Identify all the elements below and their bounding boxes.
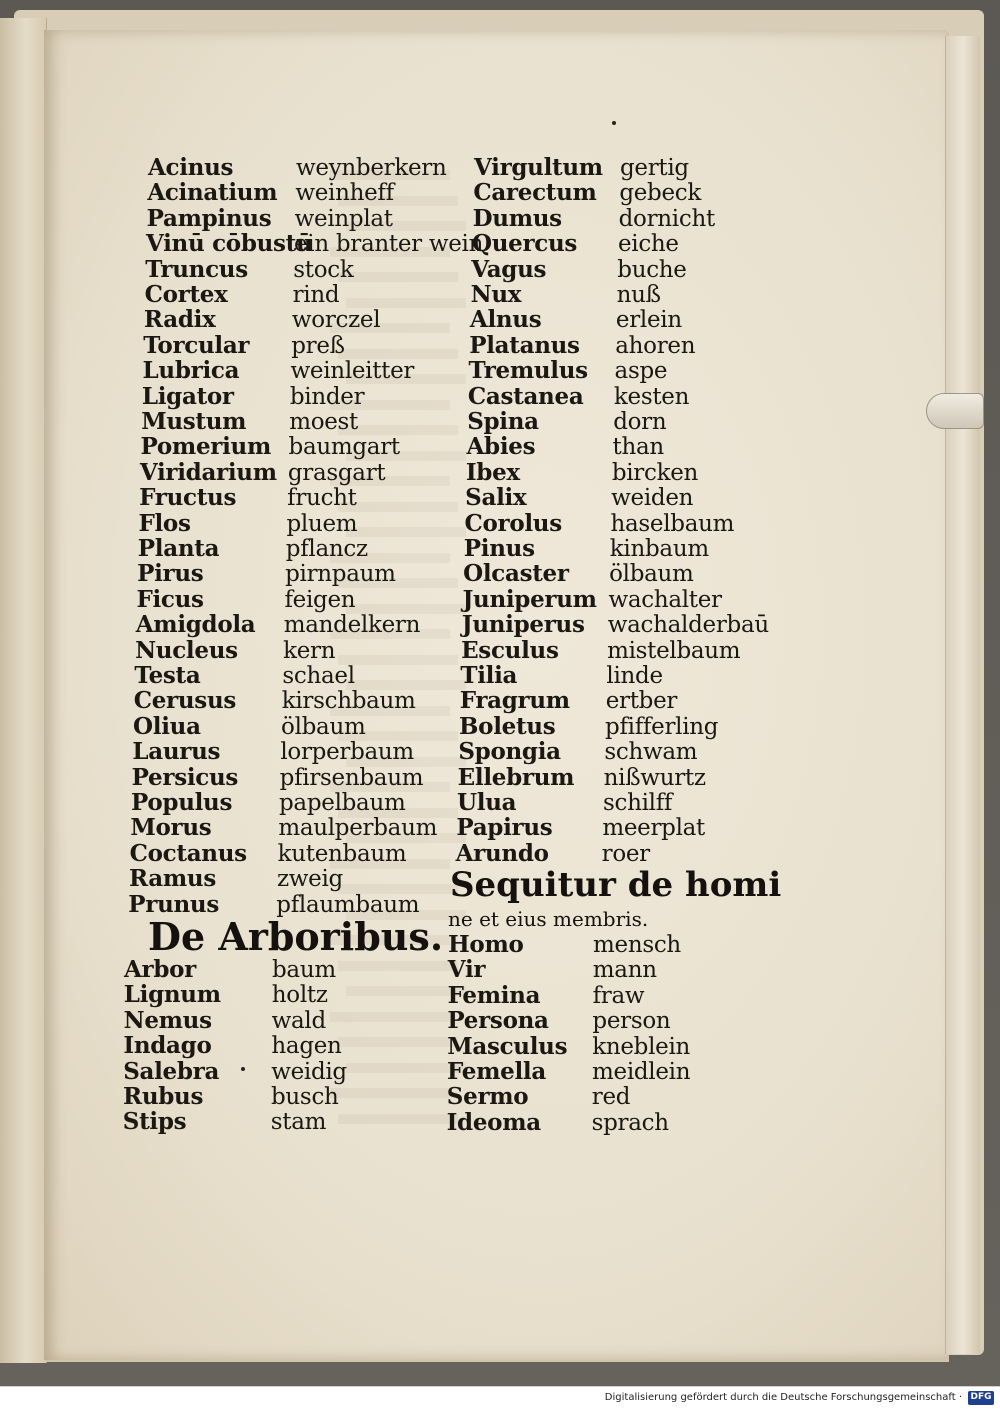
german-term: nuß	[616, 282, 661, 308]
latin-term: Vinū cōbustū	[145, 230, 313, 258]
footer-bar	[0, 1386, 1000, 1409]
german-term: than	[612, 434, 664, 461]
latin-term: Oliua	[133, 712, 201, 740]
latin-term: Fructus	[139, 484, 237, 512]
german-term: weynberkern	[296, 155, 447, 181]
latin-term: Pomerium	[140, 433, 272, 461]
german-term: erlein	[615, 307, 682, 334]
latin-term: Indago	[123, 1032, 212, 1060]
german-term: weidig	[271, 1058, 347, 1085]
german-term: binder	[289, 383, 365, 410]
dfg-credit: Digitalisierung gefördert durch die Deutsche Forschungsgemeinschaft ·	[604, 1392, 962, 1403]
latin-term: Pampinus	[146, 204, 272, 232]
latin-term: Radix	[143, 306, 216, 334]
latin-term: Nux	[470, 281, 522, 308]
german-term: meidlein	[592, 1059, 691, 1085]
latin-term: Ficus	[136, 585, 204, 613]
latin-term: Spongia	[458, 738, 561, 766]
german-term: maulperbaum	[278, 815, 438, 842]
latin-term: Femella	[447, 1058, 546, 1085]
heading-sequitur-de-homine-continued: ne et eius membris.	[448, 907, 649, 931]
latin-term: Salebra	[123, 1057, 220, 1085]
latin-term: Lignum	[123, 981, 221, 1009]
right-page-edges	[945, 36, 980, 1354]
ink-mark	[241, 1067, 245, 1071]
latin-term: Salix	[465, 484, 527, 512]
latin-term: Coctanus	[129, 839, 247, 867]
german-term: moest	[289, 409, 359, 435]
german-term: dorn	[613, 409, 667, 435]
german-term: pluem	[286, 510, 358, 537]
latin-term: Stips	[122, 1108, 187, 1136]
german-term: red	[591, 1084, 631, 1111]
german-term: gertig	[620, 155, 689, 181]
latin-term: Platanus	[469, 331, 580, 359]
german-term: eiche	[617, 231, 679, 258]
latin-term: Torcular	[143, 331, 250, 359]
latin-term: Testa	[134, 662, 201, 689]
latin-term: Prunus	[128, 890, 219, 918]
show-through-mark	[330, 1088, 450, 1098]
german-term: sprach	[591, 1109, 669, 1136]
german-term: ertber	[605, 688, 678, 715]
latin-term: Alnus	[469, 306, 542, 334]
german-term: frucht	[287, 485, 357, 512]
latin-term: Truncus	[145, 255, 248, 283]
latin-term: Morus	[130, 814, 212, 842]
show-through-mark	[338, 961, 458, 971]
latin-term: Vir	[447, 956, 486, 984]
german-term: ahoren	[615, 332, 696, 359]
german-term: grasgart	[287, 459, 386, 486]
latin-term: Juniperum	[462, 585, 597, 613]
german-term: pirnpaum	[285, 561, 396, 588]
latin-term: Esculus	[461, 636, 559, 664]
german-term: aspe	[614, 358, 668, 385]
latin-term: Sermo	[446, 1083, 529, 1111]
latin-term: Papirus	[456, 814, 553, 842]
german-term: stock	[293, 256, 354, 283]
german-term: feigen	[284, 586, 356, 613]
latin-term: Nemus	[123, 1006, 212, 1034]
latin-term: Ligator	[141, 382, 234, 410]
german-term: dornicht	[618, 205, 715, 232]
dfg-logo	[968, 1391, 994, 1405]
latin-term: Flos	[138, 509, 191, 537]
left-page-edge	[0, 18, 47, 1363]
latin-term: Dumus	[472, 204, 562, 232]
german-term: kneblein	[592, 1033, 691, 1060]
german-term: meerplat	[602, 815, 705, 842]
latin-term: Lubrica	[142, 357, 240, 385]
latin-term: Fragrum	[459, 687, 570, 715]
show-through-mark	[338, 1037, 458, 1047]
dfg-logo-text: DFG	[970, 1392, 992, 1402]
german-term: fraw	[592, 982, 645, 1009]
german-term: schael	[282, 663, 355, 689]
german-term: ein branter wein	[293, 231, 484, 258]
german-term: worczel	[291, 307, 381, 334]
german-term: rind	[292, 282, 340, 308]
heading-sequitur-de-homine: Sequitur de homi	[450, 865, 782, 905]
german-term: schilff	[603, 790, 673, 816]
latin-term: Vagus	[471, 255, 547, 283]
german-term: nißwurtz	[603, 764, 706, 791]
german-term: zweig	[276, 866, 343, 893]
german-term: buche	[617, 256, 687, 283]
latin-term: Ideoma	[446, 1108, 541, 1136]
show-through-mark	[330, 1012, 450, 1022]
latin-term: Amigdola	[135, 611, 256, 639]
german-term: kern	[283, 637, 336, 664]
german-term: baumgart	[288, 434, 400, 461]
german-term: ölbaum	[281, 713, 366, 740]
page-clip	[926, 393, 984, 429]
latin-term: Pinus	[463, 535, 535, 562]
latin-term: Planta	[137, 535, 220, 562]
latin-term: Carectum	[473, 179, 597, 207]
german-term: mandelkern	[283, 612, 421, 639]
latin-term: Persicus	[131, 763, 239, 791]
latin-term: Corolus	[464, 509, 562, 537]
latin-term: Cerusus	[133, 687, 237, 715]
german-term: mann	[592, 957, 657, 984]
german-term: kinbaum	[609, 536, 709, 562]
german-term: pfirsenbaum	[279, 764, 424, 791]
german-term: roer	[601, 840, 650, 867]
show-through-mark	[346, 298, 466, 308]
german-term: weinplat	[294, 205, 393, 232]
german-term: linde	[606, 663, 663, 689]
latin-term: Acinus	[148, 154, 234, 181]
show-through-mark	[338, 1114, 458, 1124]
latin-term: Nucleus	[135, 636, 238, 664]
latin-term: Ibex	[465, 458, 520, 486]
german-term: busch	[271, 1084, 339, 1110]
german-term: stam	[270, 1109, 327, 1136]
german-term: holtz	[271, 982, 328, 1009]
latin-term: Laurus	[132, 738, 221, 766]
german-term: preß	[291, 332, 345, 359]
german-term: weiden	[611, 485, 694, 512]
german-term: hagen	[271, 1033, 342, 1060]
latin-term: Ulua	[457, 789, 517, 816]
show-through-mark	[338, 349, 458, 359]
heading-de-arboribus: De Arboribus.	[148, 914, 444, 959]
german-term: weinleitter	[290, 358, 415, 385]
show-through-mark	[338, 272, 458, 282]
latin-term: Juniperus	[461, 611, 585, 639]
german-term: wachalter	[608, 586, 722, 613]
german-term: haselbaum	[610, 510, 735, 537]
latin-term: Arbor	[124, 956, 197, 983]
latin-term: Abies	[466, 433, 536, 461]
latin-term: Acinatium	[147, 179, 278, 207]
ink-mark	[612, 121, 616, 125]
german-term: papelbaum	[279, 790, 406, 816]
german-term: person	[592, 1008, 671, 1035]
latin-term: Cortex	[144, 281, 228, 308]
german-term: ölbaum	[609, 561, 694, 588]
latin-term: Olcaster	[463, 560, 569, 588]
german-term: kesten	[613, 383, 690, 410]
latin-term: Pirus	[137, 560, 204, 588]
latin-term: Tilia	[460, 662, 518, 689]
german-term: wachalderbaū	[607, 612, 769, 639]
german-term: schwam	[604, 739, 698, 766]
latin-term: Spina	[467, 408, 539, 435]
latin-term: Viridarium	[139, 458, 277, 486]
latin-term: Arundo	[455, 839, 549, 867]
latin-term: Quercus	[471, 230, 578, 258]
latin-term: Boletus	[459, 712, 556, 740]
german-term: mistelbaum	[607, 637, 741, 664]
german-term: weinheff	[295, 180, 394, 207]
german-term: pfifferling	[605, 713, 719, 740]
german-term: bircken	[611, 459, 699, 486]
latin-term: Rubus	[123, 1083, 204, 1110]
german-term: lorperbaum	[280, 739, 414, 766]
latin-term: Virgultum	[474, 154, 603, 181]
german-term: pflancz	[285, 536, 368, 562]
german-term: kutenbaum	[277, 840, 407, 867]
latin-term: Homo	[448, 931, 524, 958]
latin-term: Castanea	[467, 382, 584, 410]
german-term: kirschbaum	[281, 688, 416, 715]
latin-term: Populus	[131, 789, 233, 816]
german-term: wald	[271, 1007, 326, 1034]
latin-term: Masculus	[447, 1032, 568, 1060]
german-term: baum	[272, 957, 336, 983]
german-term: gebeck	[619, 180, 701, 207]
german-term: pflaumbaum	[276, 891, 420, 918]
german-term: mensch	[593, 932, 681, 958]
latin-term: Femina	[447, 981, 541, 1009]
latin-term: Persona	[447, 1007, 549, 1035]
show-through-mark	[338, 655, 458, 665]
latin-term: Ramus	[128, 865, 217, 893]
latin-term: Mustum	[141, 408, 247, 435]
latin-term: Ellebrum	[457, 763, 575, 791]
latin-term: Tremulus	[468, 357, 588, 385]
